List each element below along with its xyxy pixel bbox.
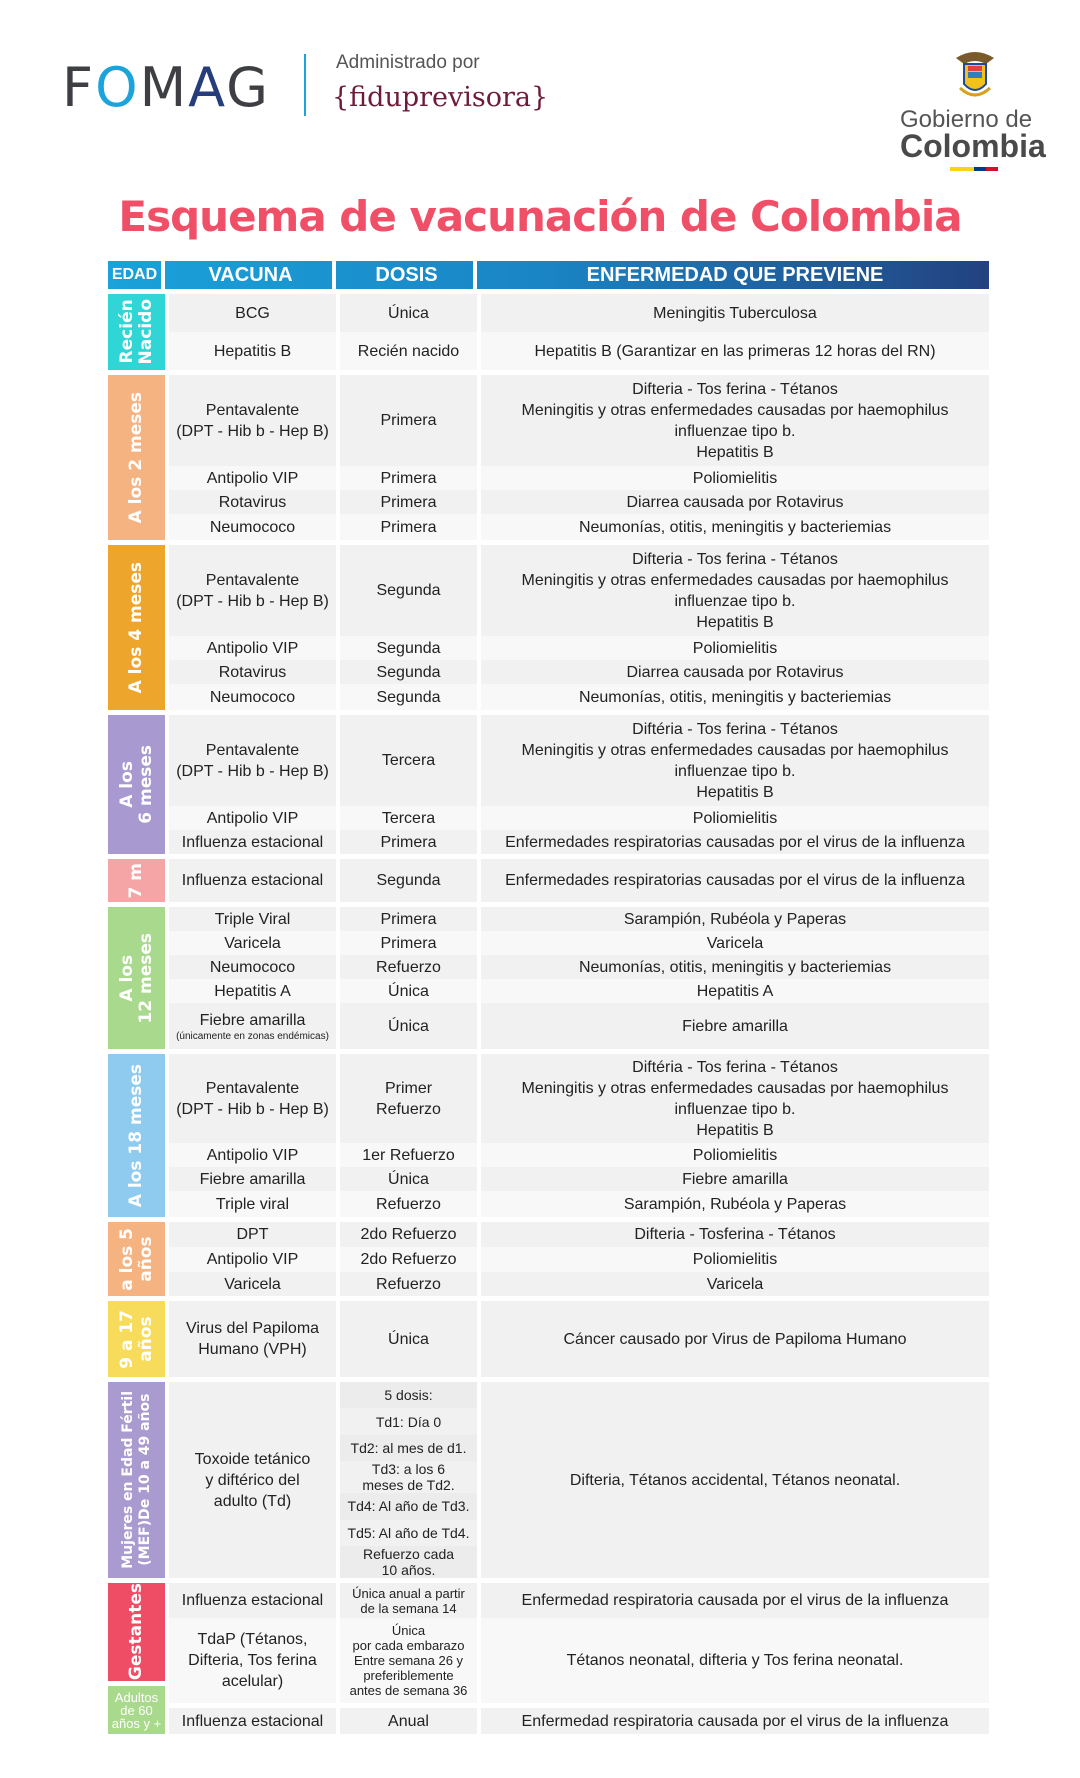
- vacuna-cell: [169, 955, 336, 979]
- fiduprevisora-logo: {fiduprevisora}: [332, 82, 549, 113]
- dosis-cell: [340, 859, 477, 902]
- dosis-cell-text: 2do Refuerzo: [360, 1226, 457, 1243]
- vacuna-cell-text: Toxoide tetánico y diftérico del adulto (Td): [194, 1450, 311, 1510]
- vacuna-cell-text: Influenza estacional: [181, 1712, 324, 1730]
- vacuna-cell-text: Hepatitis B: [213, 342, 292, 360]
- dosis-cell-text: Primera: [380, 910, 437, 928]
- table-header: [108, 261, 989, 289]
- enfermedad-cell-text: Diftéria - Tos ferina - Tétanos Meningitis y otras enfermedades causadas por haemophilus influenzae tipo b. Hepatitis B: [521, 1058, 949, 1139]
- dosis-cell: [340, 545, 477, 636]
- dosis-cell: [340, 806, 477, 830]
- enfermedad-cell: [481, 931, 989, 955]
- table-row: [169, 1143, 989, 1167]
- vacuna-cell: [169, 466, 336, 490]
- dosis-cell-text: Única: [388, 1170, 429, 1188]
- dosis-cell: [340, 1222, 477, 1247]
- vacuna-cell-text: Influenza estacional: [181, 833, 324, 851]
- group-rows: [169, 1583, 989, 1703]
- vacuna-cell: [169, 1143, 336, 1167]
- enfermedad-cell-text: Poliomielitis: [692, 1251, 778, 1268]
- age-group: [108, 1583, 989, 1703]
- vacuna-cell-text: DPT: [236, 1226, 269, 1243]
- dosis-cell-text: Anual: [388, 1712, 429, 1730]
- dosis-cell: [340, 375, 477, 466]
- age-group: [108, 715, 989, 854]
- header-vacuna: VACUNA: [169, 261, 336, 289]
- group-rows: [169, 907, 989, 1049]
- table-row: [169, 979, 989, 1003]
- table-row: [169, 1054, 989, 1143]
- enfermedad-cell-text: Enfermedad respiratoria causada por el virus de la influenza: [521, 1592, 949, 1609]
- table-row: [169, 955, 989, 979]
- table-row: [169, 1618, 989, 1703]
- vacuna-cell: [169, 907, 336, 931]
- vacuna-cell-text: Neumococo: [209, 958, 296, 976]
- table-body: [108, 294, 989, 1734]
- enfermedad-cell-text: Varicela: [706, 1275, 764, 1293]
- group-rows: [169, 1382, 989, 1578]
- enfermedad-cell: [481, 830, 989, 854]
- dosis-cell-text: 1er Refuerzo: [362, 1146, 455, 1164]
- dosis-cell-text: Única anual a partir de la semana 14: [352, 1585, 465, 1616]
- enfermedad-cell-text: Diarrea causada por Rotavirus: [626, 663, 844, 681]
- vacuna-cell-text: Influenza estacional: [181, 1592, 324, 1609]
- enfermedad-cell-text: Difteria - Tosferina - Tétanos: [634, 1226, 836, 1243]
- table-row: [169, 1272, 989, 1296]
- dosis-cell: [340, 466, 477, 490]
- dosis-cell: [340, 1003, 477, 1049]
- enfermedad-cell-text: Poliomielitis: [692, 1146, 778, 1164]
- dosis-line: Td1: Día 0: [375, 1413, 442, 1430]
- vacuna-cell-text: Influenza estacional: [181, 872, 324, 889]
- enfermedad-cell: [481, 466, 989, 490]
- enfermedad-cell: [481, 1003, 989, 1049]
- vacuna-cell: [169, 1382, 336, 1578]
- vacuna-cell: [169, 1247, 336, 1272]
- page-title: Esquema de vacunación de Colombia: [118, 192, 962, 241]
- table-row: [169, 715, 989, 806]
- enfermedad-cell-text: Sarampión, Rubéola y Paperas: [623, 910, 847, 928]
- table-row: [169, 636, 989, 660]
- table-row: [169, 806, 989, 830]
- age-group: [108, 375, 989, 540]
- enfermedad-cell-text: Tétanos neonatal, difteria y Tos ferina neonatal.: [566, 1652, 904, 1669]
- vacuna-cell: [169, 1167, 336, 1191]
- dosis-cell-text: Primera: [380, 833, 437, 851]
- logo-divider: [304, 54, 306, 116]
- enfermedad-cell-text: Poliomielitis: [692, 809, 778, 827]
- header-enfermedad: ENFERMEDAD QUE PREVIENE: [586, 263, 884, 286]
- age-group: [108, 907, 989, 1049]
- dosis-cell: [340, 1382, 477, 1578]
- dosis-cell-text: Primera: [380, 469, 437, 487]
- enfermedad-cell: [481, 979, 989, 1003]
- age-label-text: A los 2 meses: [126, 391, 146, 524]
- vacuna-cell: [169, 715, 336, 806]
- enfermedad-cell: [481, 1191, 989, 1217]
- age-label: [108, 1301, 165, 1377]
- vacuna-cell: [169, 1583, 336, 1618]
- vacuna-cell: [169, 1618, 336, 1703]
- dosis-line: Td3: a los 6 meses de Td2.: [362, 1461, 455, 1494]
- enfermedad-cell: [481, 1143, 989, 1167]
- dosis-line: Td2: al mes de d1.: [340, 1435, 477, 1461]
- table-row: [169, 1247, 989, 1272]
- group-rows: [169, 1708, 989, 1734]
- age-label-text: A los 12 meses: [116, 932, 156, 1024]
- group-rows: [169, 715, 989, 854]
- age-label: [108, 545, 165, 710]
- table-row: [169, 830, 989, 854]
- age-group: [108, 1222, 989, 1296]
- enfermedad-cell: [481, 1583, 989, 1618]
- vacuna-cell: [169, 1054, 336, 1143]
- enfermedad-cell: [481, 806, 989, 830]
- enfermedad-cell-text: Poliomielitis: [692, 469, 778, 487]
- table-row: [169, 1583, 989, 1618]
- age-group: [108, 1054, 989, 1217]
- enfermedad-cell: [481, 715, 989, 806]
- vacuna-cell: [169, 514, 336, 540]
- enfermedad-cell: [481, 514, 989, 540]
- age-group: [108, 859, 989, 902]
- header-dosis: DOSIS: [340, 261, 477, 289]
- vacuna-cell: [169, 1003, 336, 1049]
- enfermedad-cell-text: Difteria - Tos ferina - Tétanos Meningitis y otras enfermedades causadas por haemophilus influenzae tipo b. Hepatitis B: [521, 380, 949, 461]
- dosis-cell: [340, 636, 477, 660]
- dosis-cell-text: 2do Refuerzo: [360, 1251, 457, 1268]
- enfermedad-cell: [481, 375, 989, 466]
- dosis-cell: [340, 1618, 477, 1703]
- enfermedad-cell-text: Enfermedad respiratoria causada por el virus de la influenza: [521, 1712, 949, 1730]
- colombia-coat-of-arms-icon: [952, 50, 998, 102]
- dosis-cell-text: Refuerzo: [376, 958, 441, 976]
- dosis-cell: [340, 1272, 477, 1296]
- enfermedad-cell: [481, 1222, 989, 1247]
- dosis-cell: [340, 907, 477, 931]
- table-row: [169, 931, 989, 955]
- vacuna-cell: [169, 979, 336, 1003]
- enfermedad-cell-text: Fiebre amarilla: [682, 1017, 788, 1035]
- vacuna-cell: [169, 859, 336, 902]
- vacuna-cell-text: Varicela: [224, 1275, 281, 1293]
- vacuna-cell-text: Antipolio VIP: [206, 639, 299, 657]
- enfermedad-cell-text: Enfermedades respiratorias causadas por el virus de la influenza: [505, 872, 965, 889]
- age-label-text: Gestantes: [126, 1583, 146, 1681]
- vacuna-cell: [169, 931, 336, 955]
- vacuna-note: (únicamente en zonas endémicas): [176, 1031, 329, 1042]
- enfermedad-cell-text: Fiebre amarilla: [682, 1170, 788, 1188]
- enfermedad-cell: [481, 1618, 989, 1703]
- dosis-cell-text: Tercera: [381, 752, 436, 769]
- fomag-logo: FOMAG: [62, 56, 271, 119]
- dosis-cell: [340, 294, 477, 332]
- enfermedad-cell: [481, 1167, 989, 1191]
- dosis-cell: [340, 660, 477, 684]
- enfermedad-cell: [481, 1708, 989, 1734]
- table-row: [169, 859, 989, 902]
- age-label-text: Recién Nacido: [116, 299, 156, 365]
- vaccination-table: [108, 261, 989, 1734]
- dosis-cell-text: Única: [388, 1330, 429, 1348]
- vacuna-cell-text: Triple Viral: [214, 910, 291, 928]
- dosis-cell: [340, 1054, 477, 1143]
- dosis-cell-text: Tercera: [381, 809, 436, 827]
- vacuna-cell: [169, 636, 336, 660]
- group-rows: [169, 859, 989, 902]
- colombia-flag-stripe: [950, 167, 998, 171]
- vacuna-cell-text: Rotavirus: [218, 493, 287, 511]
- vacuna-cell: [169, 1272, 336, 1296]
- vacuna-cell: [169, 294, 336, 332]
- vacuna-cell-text: Rotavirus: [218, 663, 287, 681]
- group-rows: [169, 294, 989, 370]
- header-edad: EDAD: [108, 261, 165, 289]
- dosis-cell: [340, 332, 477, 370]
- vacuna-cell-text: Virus del Papiloma Humano (VPH): [185, 1320, 320, 1358]
- table-row: [169, 466, 989, 490]
- dosis-cell: [340, 1583, 477, 1618]
- dosis-cell-text: Segunda: [376, 688, 441, 706]
- enfermedad-cell: [481, 332, 989, 370]
- age-label-text: 9 a 17 años: [116, 1309, 156, 1369]
- table-row: [169, 1382, 989, 1578]
- dosis-cell-text: Segunda: [376, 639, 441, 657]
- enfermedad-cell-text: Poliomielitis: [692, 639, 778, 657]
- enfermedad-cell-text: Varicela: [706, 934, 764, 952]
- dosis-cell-text: Refuerzo: [376, 1275, 441, 1293]
- enfermedad-cell-text: Hepatitis B (Garantizar en las primeras 12 horas del RN): [534, 342, 936, 360]
- age-group: [108, 1301, 989, 1377]
- age-label: [108, 715, 165, 854]
- enfermedad-cell: [481, 545, 989, 636]
- table-row: [169, 660, 989, 684]
- vacuna-cell: [169, 375, 336, 466]
- table-row: [169, 1167, 989, 1191]
- table-row: [169, 1222, 989, 1247]
- dosis-cell-text: Segunda: [376, 582, 441, 599]
- age-label: [108, 1686, 165, 1734]
- vacuna-cell-text: Hepatitis A: [214, 982, 291, 1000]
- dosis-cell-text: Segunda: [376, 872, 441, 889]
- age-label-text: Adultos de 60 años y +: [111, 1689, 162, 1731]
- table-row: [169, 294, 989, 332]
- enfermedad-cell: [481, 1301, 989, 1377]
- enfermedad-cell-text: Diftéria - Tos ferina - Tétanos Meningitis y otras enfermedades causadas por haemophilus influenzae tipo b. Hepatitis B: [521, 720, 949, 801]
- vacuna-cell: [169, 1222, 336, 1247]
- vacuna-cell-text: Pentavalente (DPT - Hib b - Hep B): [176, 1079, 329, 1118]
- vacuna-cell-text: TdaP (Tétanos, Difteria, Tos ferina acelular): [188, 1631, 317, 1690]
- enfermedad-cell-text: Difteria, Tétanos accidental, Tétanos neonatal.: [569, 1471, 901, 1489]
- age-label-text: A los 18 meses: [126, 1063, 146, 1208]
- dosis-cell-text: Primera: [380, 934, 437, 952]
- age-label: [108, 1382, 165, 1578]
- enfermedad-cell: [481, 490, 989, 514]
- enfermedad-cell-text: Hepatitis A: [696, 982, 774, 1000]
- age-label: [108, 1222, 165, 1296]
- table-row: [169, 1191, 989, 1217]
- dosis-cell: [340, 1301, 477, 1377]
- table-row: [169, 375, 989, 466]
- vacuna-cell-text: Pentavalente (DPT - Hib b - Hep B): [176, 741, 329, 780]
- table-row: [169, 514, 989, 540]
- age-group: [108, 545, 989, 710]
- table-row: [169, 684, 989, 710]
- vacuna-cell: [169, 1191, 336, 1217]
- age-label: [108, 294, 165, 370]
- age-group: [108, 1689, 989, 1734]
- vacuna-cell-text: Neumococo: [209, 518, 296, 536]
- dosis-cell-text: Única: [388, 304, 429, 322]
- dosis-cell: [340, 490, 477, 514]
- vacuna-cell-text: Fiebre amarilla: [199, 1012, 306, 1029]
- table-row: [169, 1301, 989, 1377]
- dosis-cell-text: Única por cada embarazo Entre semana 26 y preferiblemente antes de semana 36: [349, 1623, 468, 1698]
- administrado-por-label: Administrado por: [336, 52, 480, 73]
- dosis-cell: [340, 684, 477, 710]
- dosis-cell: [340, 1191, 477, 1217]
- vacuna-cell-text: BCG: [235, 304, 270, 322]
- gobierno-label: Gobierno de: [900, 106, 1033, 133]
- vacuna-cell-text: Fiebre amarilla: [199, 1170, 306, 1188]
- enfermedad-cell: [481, 1272, 989, 1296]
- dosis-line: Td5: Al año de Td4.: [347, 1524, 470, 1541]
- vacuna-cell: [169, 806, 336, 830]
- dosis-line: Refuerzo cada 10 años.: [340, 1546, 477, 1578]
- enfermedad-cell: [481, 660, 989, 684]
- dosis-cell: [340, 830, 477, 854]
- group-rows: [169, 1301, 989, 1377]
- vacuna-cell-text: Antipolio VIP: [206, 1251, 299, 1268]
- vacuna-cell: [169, 1301, 336, 1377]
- dosis-cell-text: Primera: [380, 412, 437, 429]
- enfermedad-cell-text: Cáncer causado por Virus de Papiloma Humano: [563, 1330, 907, 1348]
- group-rows: [169, 1222, 989, 1296]
- enfermedad-cell: [481, 684, 989, 710]
- dosis-cell: [340, 1247, 477, 1272]
- enfermedad-cell: [481, 907, 989, 931]
- dosis-cell: [340, 931, 477, 955]
- vacuna-cell: [169, 1708, 336, 1734]
- dosis-line: Td4: Al año de Td3.: [340, 1493, 477, 1519]
- group-rows: [169, 545, 989, 710]
- dosis-cell-text: Primera: [380, 493, 437, 511]
- age-label: [108, 907, 165, 1049]
- table-row: [169, 907, 989, 931]
- enfermedad-cell-text: Meningitis Tuberculosa: [653, 304, 817, 322]
- age-group: [108, 1382, 989, 1578]
- vacuna-cell-text: Antipolio VIP: [206, 1146, 299, 1164]
- age-label-text: A los 4 meses: [126, 561, 146, 694]
- enfermedad-cell: [481, 955, 989, 979]
- dosis-cell-text: Única: [388, 1017, 429, 1035]
- enfermedad-cell: [481, 1247, 989, 1272]
- age-label: [108, 859, 165, 902]
- enfermedad-cell: [481, 294, 989, 332]
- dosis-cell: [340, 514, 477, 540]
- enfermedad-cell-text: Enfermedades respiratorias causadas por el virus de la influenza: [505, 833, 965, 851]
- age-label: [108, 1583, 165, 1681]
- table-row: [169, 490, 989, 514]
- dosis-cell: [340, 1167, 477, 1191]
- dosis-cell: [340, 955, 477, 979]
- dosis-line: 5 dosis:: [340, 1382, 477, 1408]
- vacuna-cell: [169, 545, 336, 636]
- vacuna-cell-text: Neumococo: [209, 688, 296, 706]
- age-label-text: Mujeres en Edad Fértil (MEF)De 10 a 49 años: [119, 1391, 153, 1569]
- dosis-cell: [340, 979, 477, 1003]
- vacuna-cell: [169, 660, 336, 684]
- enfermedad-cell-text: Neumonías, otitis, meningitis y bacteriemias: [578, 518, 892, 536]
- enfermedad-cell: [481, 859, 989, 902]
- dosis-cell: [340, 1143, 477, 1167]
- enfermedad-cell-text: Diarrea causada por Rotavirus: [626, 493, 844, 511]
- vacuna-cell: [169, 332, 336, 370]
- group-rows: [169, 1054, 989, 1217]
- vacuna-cell-text: Antipolio VIP: [206, 469, 299, 487]
- dosis-cell-text: Recién nacido: [357, 342, 460, 360]
- table-row: [169, 545, 989, 636]
- group-rows: [169, 375, 989, 540]
- enfermedad-cell-text: Neumonías, otitis, meningitis y bacteriemias: [578, 688, 892, 706]
- dosis-cell-text: Refuerzo: [376, 1195, 441, 1213]
- dosis-cell-text: Segunda: [376, 663, 441, 681]
- vacuna-cell-text: Antipolio VIP: [206, 809, 299, 827]
- age-label-text: 7 m: [126, 862, 146, 899]
- vacuna-cell-text: Triple viral: [215, 1195, 290, 1213]
- table-row: [169, 1003, 989, 1049]
- enfermedad-cell: [481, 1054, 989, 1143]
- dosis-cell: [340, 715, 477, 806]
- vacuna-cell-text: Varicela: [224, 934, 281, 952]
- vacuna-cell: [169, 830, 336, 854]
- vacuna-cell: [169, 490, 336, 514]
- age-label-text: A los 6 meses: [116, 745, 156, 824]
- age-label-text: a los 5 años: [116, 1227, 156, 1291]
- table-row: [169, 332, 989, 370]
- dosis-cell-text: Única: [388, 982, 429, 1000]
- colombia-label: Colombia: [900, 128, 1046, 164]
- age-group: [108, 294, 989, 370]
- enfermedad-cell-text: Neumonías, otitis, meningitis y bacteriemias: [578, 958, 892, 976]
- vacuna-cell-text: Pentavalente (DPT - Hib b - Hep B): [176, 401, 329, 440]
- dosis-cell-text: Primera: [380, 518, 437, 536]
- enfermedad-cell: [481, 636, 989, 660]
- vacuna-cell: [169, 684, 336, 710]
- enfermedad-cell-text: Sarampión, Rubéola y Paperas: [623, 1195, 847, 1213]
- table-row: [169, 1708, 989, 1734]
- dosis-cell-text: Primer Refuerzo: [376, 1079, 441, 1118]
- enfermedad-cell: [481, 1382, 989, 1578]
- enfermedad-cell-text: Difteria - Tos ferina - Tétanos Meningitis y otras enfermedades causadas por haemophilus influenzae tipo b. Hepatitis B: [521, 550, 949, 631]
- dosis-cell: [340, 1708, 477, 1734]
- vacuna-cell-text: Pentavalente (DPT - Hib b - Hep B): [176, 571, 329, 610]
- age-label: [108, 375, 165, 540]
- age-label: [108, 1054, 165, 1217]
